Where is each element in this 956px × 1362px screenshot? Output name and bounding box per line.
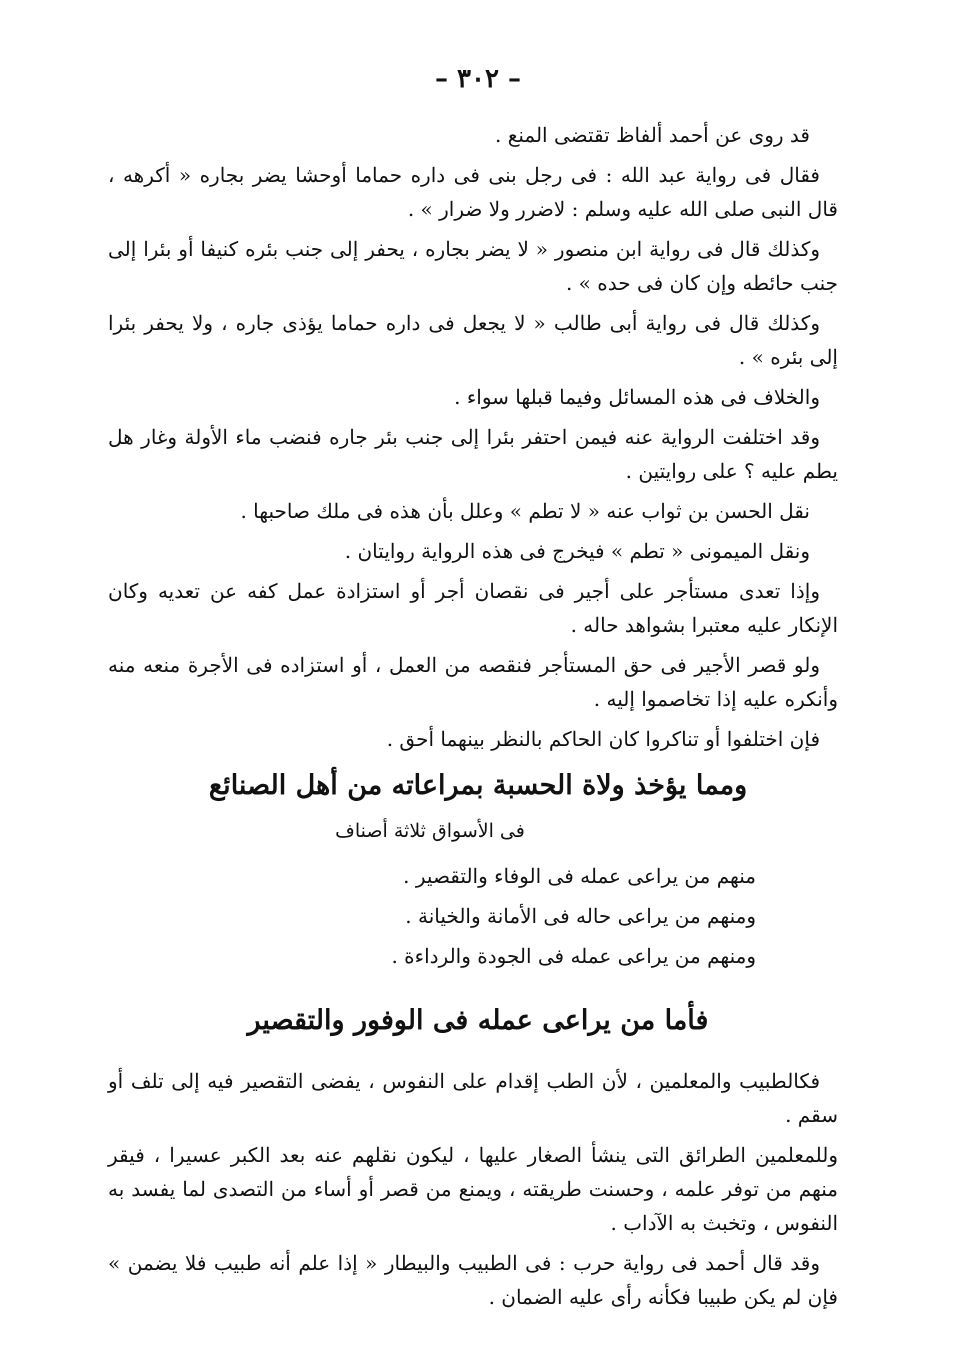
list-item: ومنهم من يراعى حاله فى الأمانة والخيانة . <box>405 904 756 928</box>
paragraph: فإن اختلفوا أو تناكروا كان الحاكم بالنظر بينهما أحق . <box>386 727 820 751</box>
category-list <box>196 856 756 976</box>
section-heading: فأما من يراعى عمله فى الوفور والتقصير <box>247 1005 709 1036</box>
paragraph: ونقل الميمونى « تطم » فيخرج فى هذه الرواية روايتان . <box>344 539 810 563</box>
paragraph: نقل الحسن بن ثواب عنه « لا تطم » وعلل بأن هذه فى ملك صاحبها . <box>240 499 810 523</box>
paragraph: وقد اختلفت الرواية عنه فيمن احتفر بئرا إلى جنب بئر جاره فنضب ماء الأولة وغار هل يطم عليه ؟ على روايتين . <box>108 425 838 483</box>
paragraph: وكذلك قال فى رواية أبى طالب « لا يجعل فى داره حماما يؤذى جاره ، ولا يحفر بئرا إلى بئره » . <box>108 311 838 369</box>
paragraph: وإذا تعدى مستأجر على أجير فى نقصان أجر أو استزادة عمل كفه عن تعديه وكان الإنكار عليه معتبرا بشواهد حاله . <box>108 579 838 637</box>
paragraph: وقد قال أحمد فى رواية حرب : فى الطبيب والبيطار « إذا علم أنه طبيب فلا يضمن » فإن لم يكن طبيبا فكأنه رأى عليه الضمان . <box>108 1251 838 1309</box>
paragraph: وكذلك قال فى رواية ابن منصور « لا يضر بجاره ، يحفر إلى جنب بئره كنيفا أو بئرا إلى جنب حائطه وإن كان فى حده » . <box>108 237 838 295</box>
paragraph: فكالطبيب والمعلمين ، لأن الطب إقدام على النفوس ، يفضى التقصير فيه إلى تلف أو سقم . <box>108 1069 838 1127</box>
paragraph: فقال فى رواية عبد الله : فى رجل بنى فى داره حماما أوحشا يضر بجاره « أكرهه ، قال النبى صلى الله عليه وسلم : لاضرر ولا ضرار » . <box>108 163 838 221</box>
paragraph: والخلاف فى هذه المسائل وفيما قبلها سواء . <box>454 385 820 409</box>
list-item: منهم من يراعى عمله فى الوفاء والتقصير . <box>403 864 756 888</box>
text-block-bottom <box>108 1064 838 1320</box>
list-item: ومنهم من يراعى عمله فى الجودة والرداءة . <box>391 944 756 968</box>
page-number: – ٣٠٢ – <box>434 64 522 94</box>
paragraph: ولو قصر الأجير فى حق المستأجر فنقصه من العمل ، أو استزاده فى الأجرة منعه منه وأنكره عليه إذا تخاصموا إليه . <box>108 653 838 711</box>
section-heading: ومما يؤخذ ولاة الحسبة بمراعاته من أهل الصنائع <box>208 770 748 801</box>
section-subheading: فى الأسواق ثلاثة أصناف <box>335 820 525 842</box>
paragraph: وللمعلمين الطرائق التى ينشأ الصغار عليها ، ليكون نقلهم عنه بعد الكبر عسيرا ، فيقر منهم من توفر علمه ، وحسنت طريقته ، ويمنع من قصر أو أساء من التصدى لما يفسد به النفوس ، وتخبث به الآداب . <box>108 1143 838 1235</box>
text-block-top <box>108 118 838 762</box>
paragraph: قد روى عن أحمد ألفاظ تقتضى المنع . <box>494 123 810 147</box>
